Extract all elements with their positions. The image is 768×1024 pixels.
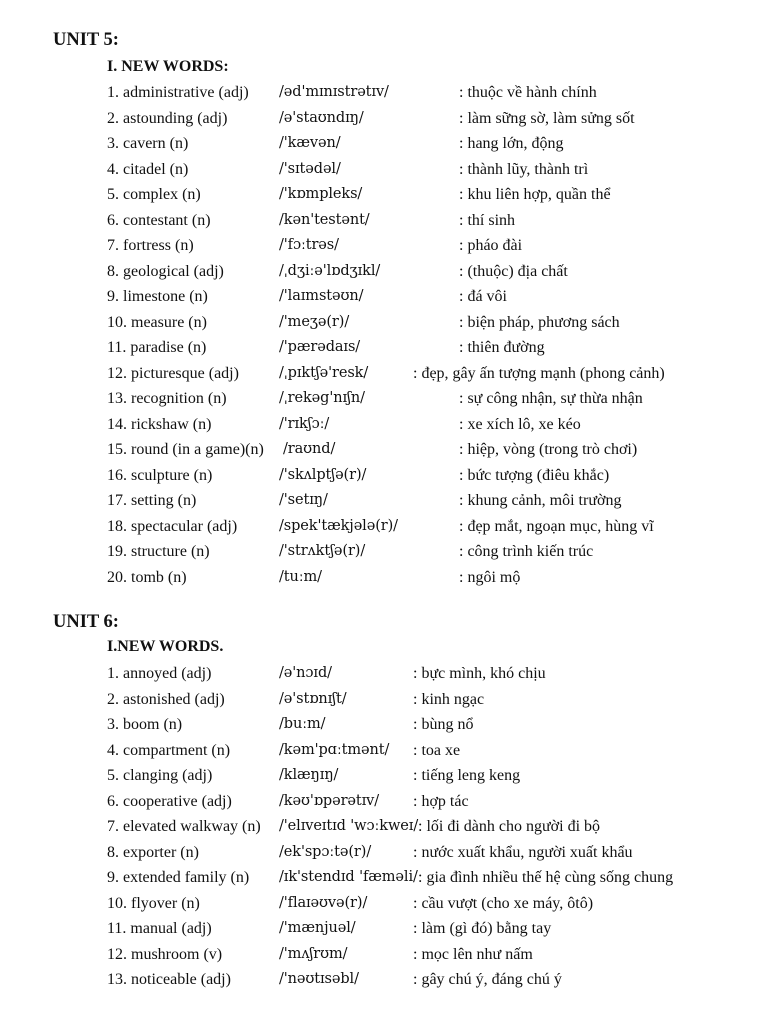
vocab-meaning: : tiếng leng keng (413, 767, 521, 784)
vocab-word (107, 789, 232, 814)
vocab-pronunciation: /ˌdʒiːə'lɒdʒɪkl/ (279, 262, 381, 279)
vocab-meaning: : thí sinh (459, 211, 516, 229)
vocab-row (0, 891, 768, 916)
vocab-row (0, 386, 768, 411)
vocab-number: 4. (107, 741, 119, 759)
vocab-word (107, 208, 211, 233)
vocab-term: picturesque (adj) (131, 364, 239, 382)
vocab-word (107, 463, 212, 488)
vocab-word (107, 514, 237, 539)
vocab-word (107, 840, 199, 865)
vocab-number: 1. (107, 84, 119, 101)
vocab-word (107, 763, 212, 788)
vocab-pronunciation: /'kɒmpleks/ (279, 186, 363, 202)
vocab-term: tomb (n) (131, 568, 187, 586)
vocab-term: extended family (n) (123, 869, 250, 886)
vocab-term: cavern (n) (123, 135, 189, 152)
vocab-term: spectacular (adj) (131, 517, 238, 535)
vocab-row (0, 488, 768, 513)
vocab-term: compartment (n) (123, 741, 231, 759)
vocab-row (0, 310, 768, 335)
vocab-number: 13. (107, 971, 127, 988)
vocab-number: 11. (107, 920, 127, 937)
vocab-pronunciation: /'nəʊtɪsəbl/ (279, 971, 359, 987)
vocab-meaning: : hợp tác (413, 792, 469, 810)
vocab-pronunciation: /'flaɪəʊvə(r)/ (279, 894, 368, 911)
vocab-word (107, 437, 264, 462)
vocab-row (0, 182, 768, 207)
vocab-number: 18. (107, 517, 127, 535)
vocab-row (0, 763, 768, 788)
vocab-term: exporter (n) (123, 843, 199, 861)
vocab-pronunciation: /spek'tækjələ(r)/ (279, 517, 398, 534)
vocab-row (0, 80, 768, 105)
vocab-number: 11. (107, 339, 127, 356)
vocab-meaning: : thuộc về hành chính (459, 84, 597, 101)
vocab-meaning: : gia đình nhiều thế hệ cùng sống chung (418, 869, 674, 886)
vocab-number: 6. (107, 792, 119, 810)
unit-title: UNIT 6: (53, 612, 119, 632)
vocab-meaning: : đá vôi (459, 288, 507, 305)
vocab-meaning: : ngôi mộ (459, 568, 521, 586)
vocab-number: 8. (107, 843, 119, 861)
vocab-pronunciation: /tuːm/ (279, 568, 322, 585)
vocab-meaning: : công trình kiến trúc (459, 543, 594, 560)
vocab-number: 3. (107, 716, 119, 733)
vocab-term: contestant (n) (123, 211, 211, 229)
vocab-meaning: : đẹp mắt, ngoạn mục, hùng vĩ (459, 517, 654, 535)
vocab-meaning: : pháo đài (459, 237, 523, 254)
vocab-pronunciation: /buːm/ (279, 716, 326, 732)
vocab-row (0, 687, 768, 712)
vocab-pronunciation: /'skʌlptʃə(r)/ (279, 466, 367, 483)
vocab-term: measure (n) (131, 313, 207, 331)
vocab-pronunciation: /ə'stɒnɪʃt/ (279, 690, 347, 707)
vocab-row (0, 840, 768, 865)
vocab-meaning: : mọc lên như nấm (413, 945, 533, 963)
vocab-term: boom (n) (123, 716, 183, 733)
vocab-row (0, 463, 768, 488)
vocab-meaning: : lối đi dành cho người đi bộ (418, 818, 601, 835)
vocab-row (0, 208, 768, 233)
vocab-number: 12. (107, 945, 127, 963)
vocab-row (0, 661, 768, 686)
vocab-term: recognition (n) (131, 390, 227, 407)
vocab-pronunciation: /'meʒə(r)/ (279, 313, 350, 330)
vocab-pronunciation: /ə'staʊndɪŋ/ (279, 109, 364, 126)
vocab-term: setting (n) (131, 492, 197, 509)
vocab-number: 6. (107, 211, 119, 229)
vocab-term: annoyed (adj) (123, 665, 212, 682)
vocab-row (0, 361, 768, 386)
vocab-meaning: : hiệp, vòng (trong trò chơi) (459, 441, 638, 458)
vocab-term: astounding (adj) (123, 109, 228, 127)
vocab-word (107, 361, 239, 386)
vocab-word (107, 386, 227, 411)
vocab-word (107, 942, 222, 967)
vocab-row (0, 437, 768, 462)
vocab-word (107, 259, 224, 284)
vocab-meaning: : hang lớn, động (459, 135, 564, 152)
vocab-number: 16. (107, 466, 127, 484)
vocab-term: geological (adj) (123, 262, 224, 280)
vocab-number: 7. (107, 237, 119, 254)
vocab-meaning: : biện pháp, phương sách (459, 313, 620, 331)
vocab-meaning: : thành lũy, thành trì (459, 160, 589, 178)
vocab-pronunciation: /ˌpɪktʃə'resk/ (279, 364, 369, 381)
vocab-pronunciation: /ˌrekəg'nɪʃn/ (279, 390, 365, 406)
vocab-meaning: : bức tượng (điêu khắc) (459, 466, 610, 484)
vocab-row (0, 233, 768, 258)
vocab-row (0, 942, 768, 967)
vocab-meaning: : cầu vượt (cho xe máy, ôtô) (413, 894, 594, 912)
vocab-word (107, 412, 211, 437)
vocab-pronunciation: /kəm'pɑːtmənt/ (279, 741, 390, 758)
vocab-meaning: : xe xích lô, xe kéo (459, 415, 581, 433)
vocab-term: clanging (adj) (123, 767, 213, 784)
vocab-number: 1. (107, 665, 119, 682)
vocab-term: administrative (adj) (123, 84, 249, 101)
vocab-term: astonished (adj) (123, 690, 225, 708)
vocab-row (0, 539, 768, 564)
vocab-pronunciation: /'laɪmstəʊn/ (279, 288, 364, 304)
vocab-term: mushroom (v) (131, 945, 223, 963)
vocab-row (0, 814, 768, 839)
vocab-number: 7. (107, 818, 119, 835)
vocab-number: 17. (107, 492, 127, 509)
vocab-row (0, 284, 768, 309)
section-title: I.NEW WORDS. (107, 638, 224, 655)
vocab-number: 9. (107, 869, 119, 886)
vocab-term: round (in a game)(n) (131, 441, 264, 458)
vocab-row (0, 335, 768, 360)
vocab-term: flyover (n) (131, 894, 200, 912)
vocab-term: paradise (n) (130, 339, 207, 356)
vocab-number: 10. (107, 894, 127, 912)
vocab-term: complex (n) (123, 186, 201, 203)
vocab-pronunciation: /'setɪŋ/ (279, 492, 328, 508)
vocab-number: 14. (107, 415, 127, 433)
vocab-meaning: : sự công nhận, sự thừa nhận (459, 390, 643, 407)
vocab-word (107, 182, 201, 207)
vocab-number: 5. (107, 767, 119, 784)
vocab-term: manual (adj) (130, 920, 212, 937)
vocab-number: 10. (107, 313, 127, 331)
vocab-word (107, 284, 208, 309)
vocab-word (107, 310, 207, 335)
vocab-meaning: : bùng nổ (413, 716, 474, 733)
vocab-meaning: : gây chú ý, đáng chú ý (413, 971, 562, 988)
vocab-pronunciation: /'sɪtədəl/ (279, 160, 341, 177)
vocab-row (0, 712, 768, 737)
vocab-meaning: : đẹp, gây ấn tượng mạnh (phong cảnh) (413, 364, 665, 382)
vocab-number: 13. (107, 390, 127, 407)
vocab-row (0, 157, 768, 182)
vocab-word (107, 661, 211, 686)
vocab-pronunciation: /klæŋɪŋ/ (279, 767, 339, 783)
vocab-row (0, 967, 768, 992)
vocab-number: 19. (107, 543, 127, 560)
vocab-term: structure (n) (131, 543, 210, 560)
vocab-meaning: : khu liên hợp, quần thể (459, 186, 611, 203)
vocab-word (107, 233, 194, 258)
vocab-pronunciation: /'strʌktʃə(r)/ (279, 543, 366, 559)
vocab-term: limestone (n) (123, 288, 208, 305)
vocab-pronunciation: /'rɪkʃɔː/ (279, 415, 330, 432)
vocab-number: 15. (107, 441, 127, 458)
vocab-word (107, 687, 225, 712)
vocab-row (0, 106, 768, 131)
vocab-meaning: : khung cảnh, môi trường (459, 492, 622, 509)
vocab-meaning: : thiên đường (459, 339, 545, 356)
vocab-term: citadel (n) (123, 160, 189, 178)
vocab-meaning: : nước xuất khẩu, người xuất khẩu (413, 843, 633, 861)
vocab-term: fortress (n) (123, 237, 194, 254)
vocab-row (0, 738, 768, 763)
vocab-term: rickshaw (n) (131, 415, 212, 433)
vocab-term: elevated walkway (n) (123, 818, 261, 835)
vocab-word (107, 712, 182, 737)
vocab-pronunciation: /kəʊ'ɒpərətɪv/ (279, 792, 380, 809)
vocab-number: 5. (107, 186, 119, 203)
vocab-word (107, 157, 188, 182)
vocab-term: sculpture (n) (131, 466, 213, 484)
vocab-pronunciation: /ek'spɔːtə(r)/ (279, 843, 372, 860)
vocab-number: 3. (107, 135, 119, 152)
vocab-word (107, 80, 249, 105)
vocab-row (0, 789, 768, 814)
section-title: I. NEW WORDS: (107, 58, 229, 75)
vocab-meaning: : toa xe (413, 741, 461, 759)
vocab-pronunciation: /raʊnd/ (283, 441, 336, 457)
vocab-pronunciation: /'pærədaɪs/ (279, 339, 361, 355)
vocab-word (107, 814, 261, 839)
unit-title: UNIT 5: (53, 30, 119, 50)
vocab-pronunciation: /'mænjuəl/ (279, 920, 356, 936)
vocab-number: 4. (107, 160, 119, 178)
vocab-row (0, 514, 768, 539)
vocab-pronunciation: /'kævən/ (279, 135, 341, 151)
vocab-meaning: : bực mình, khó chịu (413, 665, 546, 682)
vocab-row (0, 565, 768, 590)
vocab-word (107, 565, 187, 590)
vocab-meaning: : kinh ngạc (413, 690, 485, 708)
vocab-row (0, 412, 768, 437)
vocab-meaning: : làm sững sờ, làm sửng sốt (459, 109, 635, 127)
vocab-number: 2. (107, 109, 119, 127)
vocab-pronunciation: /ɪk'stendɪd 'fæməli/ (279, 869, 418, 885)
vocab-row (0, 131, 768, 156)
vocab-pronunciation: /'fɔːtrəs/ (279, 237, 339, 253)
vocab-pronunciation: /kən'testənt/ (279, 211, 370, 228)
vocab-word (107, 106, 227, 131)
vocab-row (0, 259, 768, 284)
vocab-pronunciation: /əd'mɪnɪstrətɪv/ (279, 84, 389, 100)
vocab-pronunciation: /'mʌʃrʊm/ (279, 945, 348, 962)
vocab-row (0, 916, 768, 941)
vocab-number: 8. (107, 262, 119, 280)
vocab-meaning: : làm (gì đó) bằng tay (413, 920, 552, 937)
vocab-row (0, 865, 768, 890)
vocab-number: 9. (107, 288, 119, 305)
vocab-meaning: : (thuộc) địa chất (459, 262, 568, 280)
vocab-term: cooperative (adj) (123, 792, 232, 810)
vocab-word (107, 967, 231, 992)
vocab-term: noticeable (adj) (131, 971, 231, 988)
vocab-number: 12. (107, 364, 127, 382)
vocab-word (107, 131, 188, 156)
vocab-word (107, 488, 196, 513)
vocab-number: 2. (107, 690, 119, 708)
vocab-pronunciation: /'elɪveɪtɪd 'wɔːkweɪ/ (279, 818, 419, 834)
vocab-word (107, 916, 212, 941)
vocab-word (107, 539, 210, 564)
vocab-word (107, 738, 230, 763)
vocab-word (107, 335, 206, 360)
vocab-word (107, 865, 249, 890)
vocab-number: 20. (107, 568, 127, 586)
vocab-word (107, 891, 200, 916)
vocab-pronunciation: /ə'nɔɪd/ (279, 665, 332, 681)
